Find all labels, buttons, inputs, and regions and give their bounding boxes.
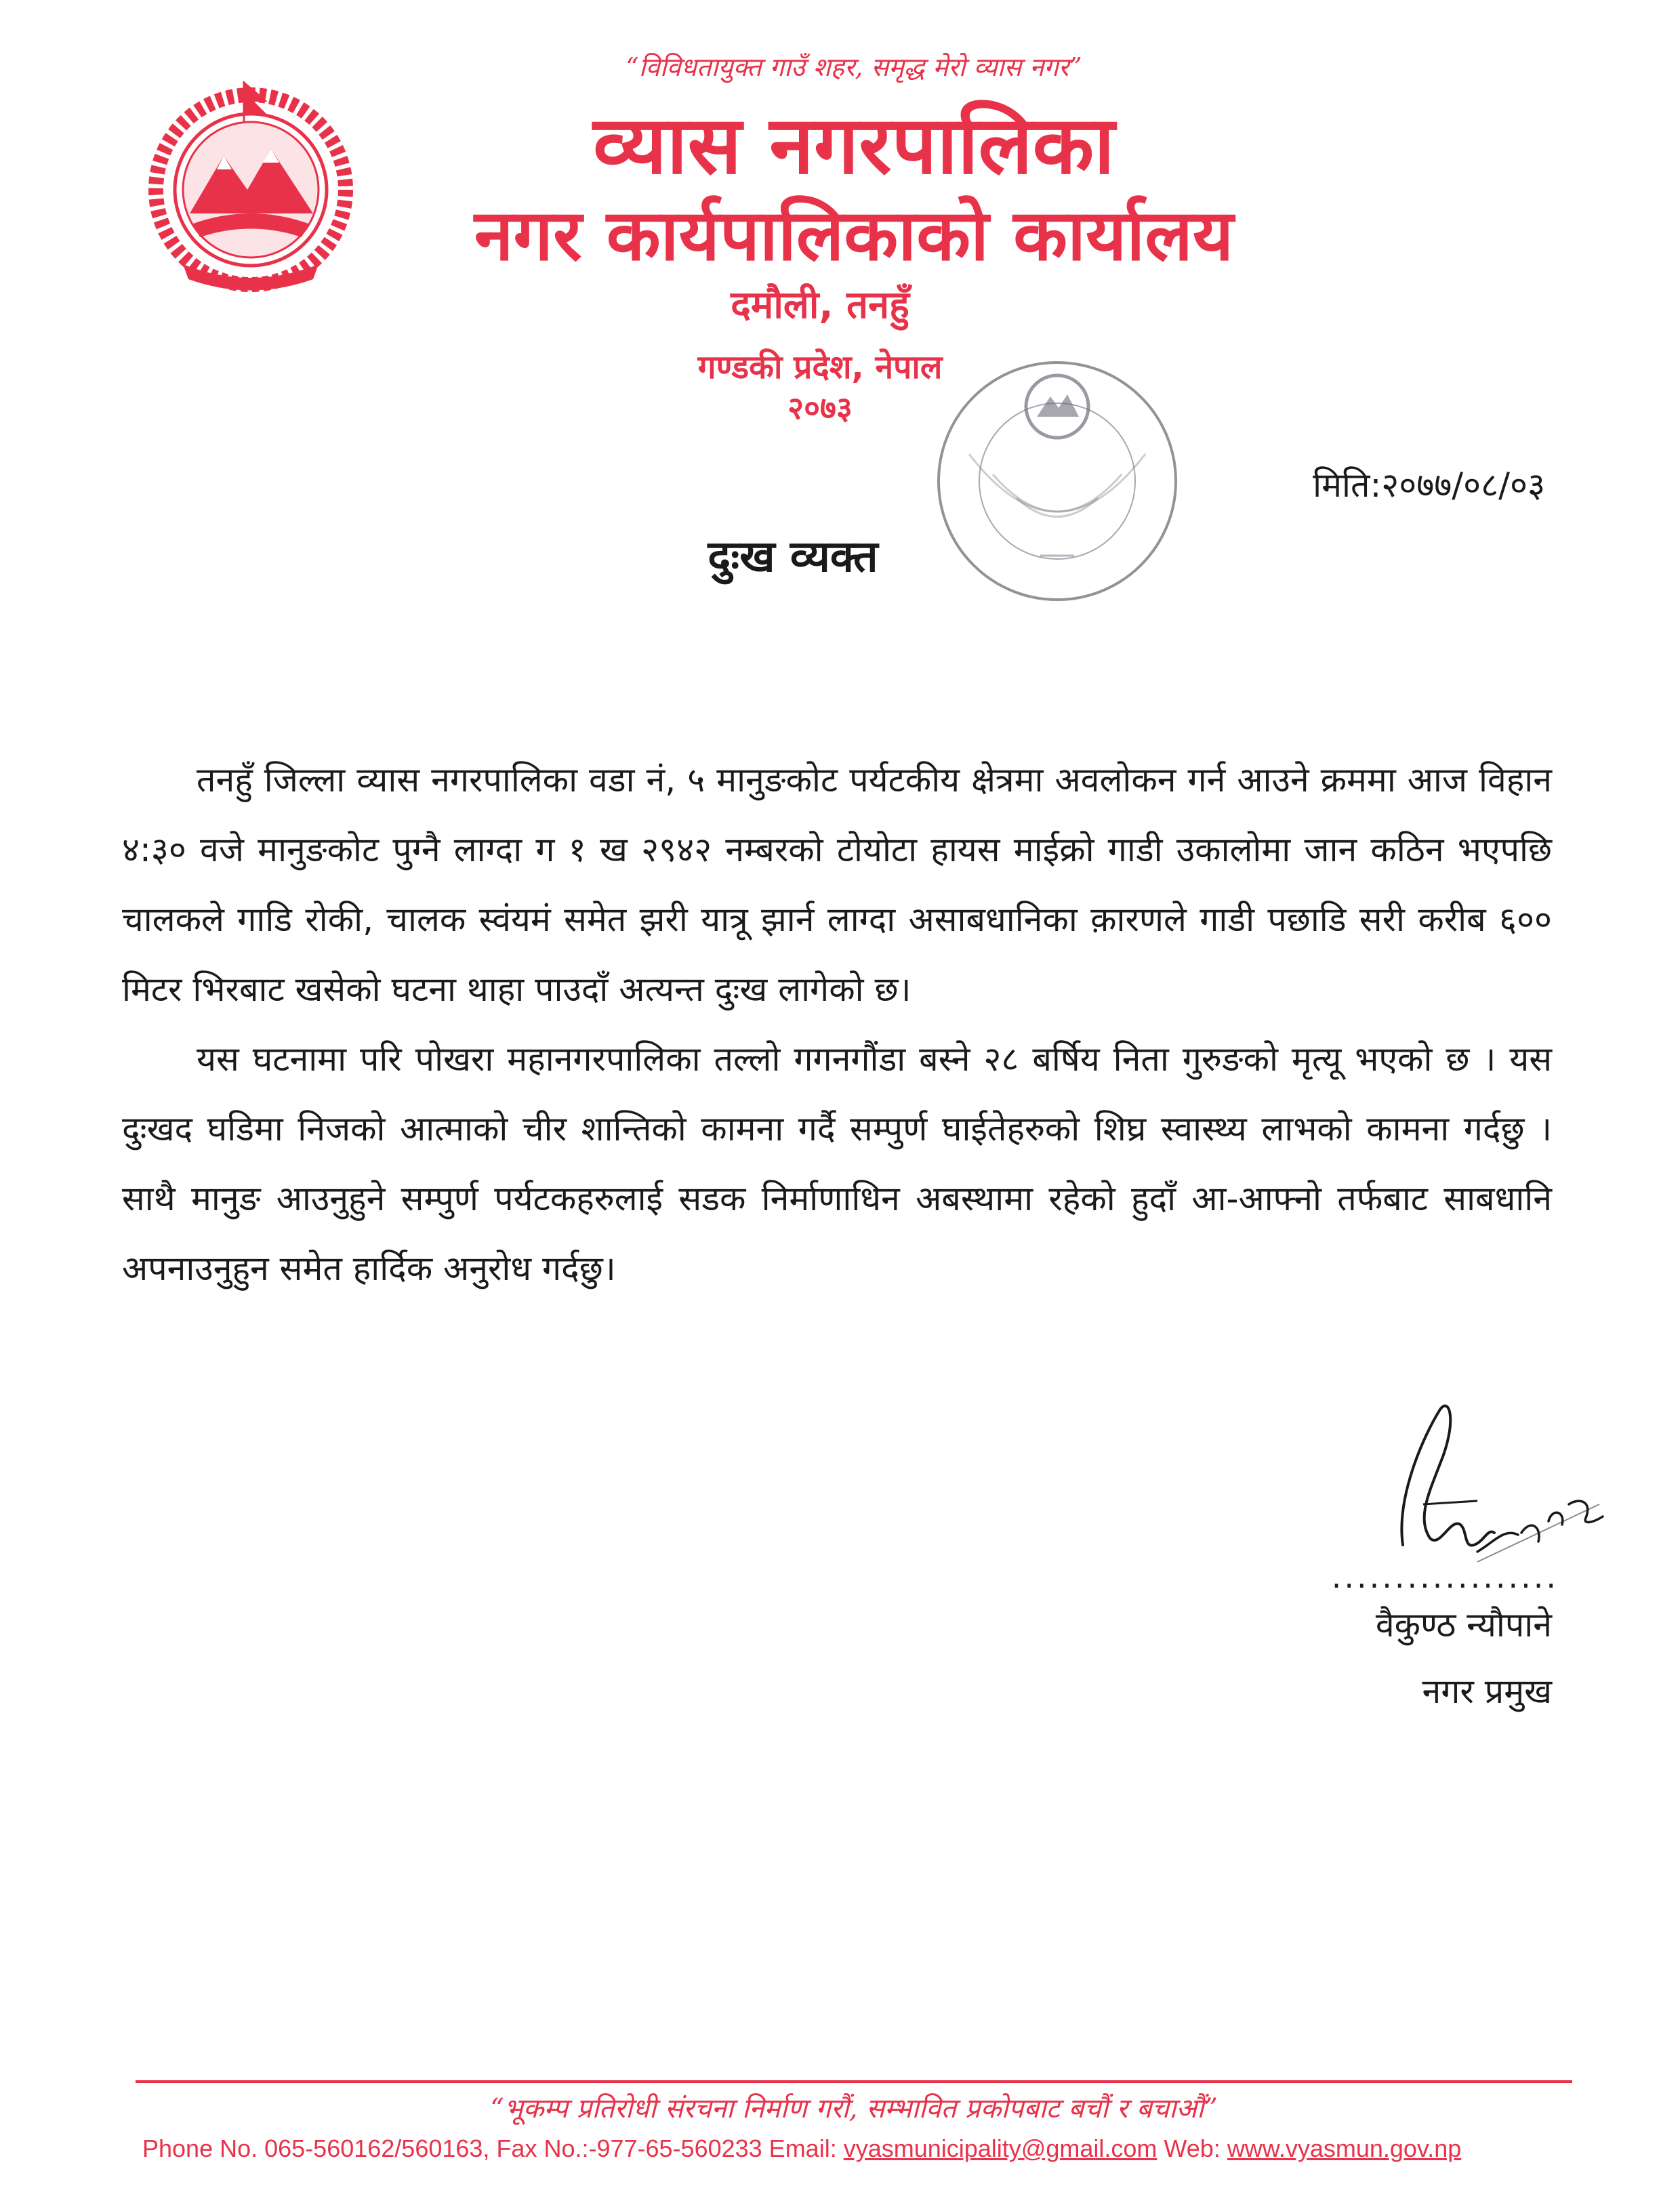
website-link[interactable]: www.vyasmun.gov.np	[1227, 2134, 1462, 2162]
footer-slogan: “भूकम्प प्रतिरोधी संरचना निर्माण गरौं, सम्भावित प्रकोपबाट बचौं र बचाऔं”	[490, 2093, 1218, 2124]
web-label: Web:	[1164, 2134, 1221, 2162]
handwritten-signature-icon	[1376, 1382, 1613, 1586]
nepal-government-emblem-icon	[136, 68, 366, 298]
tagline: “विविधतायुक्त गाउँ शहर, समृद्ध मेरो व्यास नगर”	[626, 52, 1082, 82]
footer-divider	[136, 2080, 1572, 2083]
email-link[interactable]: vyasmunicipality@gmail.com	[843, 2134, 1157, 2162]
letter-subject: दुःख व्यक्त	[708, 532, 878, 582]
body-paragraph-1: तनहुँ जिल्ला व्यास नगरपालिका वडा नं, ५ मानुङकोट पर्यटकीय क्षेत्रमा अवलोकन गर्न आउने क्रममा आज विहान ४:३० वजे मानुङकोट पुग्नै लाग्दा ग १ ख २९४२ नम्बरको टोयोटा हायस माईक्रो गाडी उकालोमा जान कठिन भएपछि चालकले गाडि रोकी, चालक स्वंयमं समेत झरी यात्रू झार्न लाग्दा असाबधानिका क़ारणले गाडी पछाडि सरी करीब ६०० मिटर भिरबाट खसेको घटना थाहा पाउदाँ अत्यन्त दुःख लागेको छ।	[122, 760, 1552, 1009]
province-line: गण्डकी प्रदेश, नेपाल	[697, 348, 943, 386]
established-year: २०७३	[787, 390, 853, 426]
signer-title: नगर प्रमुख	[1422, 1672, 1552, 1711]
signer-name: वैकुण्ठ न्यौपाने	[1375, 1605, 1552, 1645]
signature-line: ..................	[1331, 1559, 1559, 1595]
body-paragraph-2: यस घटनामा परि पोखरा महानगरपालिका तल्लो गगनगौंडा बस्ने २८ बर्षिय निता गुरुङको मृत्यू भएको छ । यस दुःखद घडिमा निजको आत्माको चीर शान्तिको कामना गर्दै सम्पुर्ण घाईतेहरुको शिघ्र स्वास्थ्य लाभको कामना गर्दछु । साथै मानुङ आउनुहुने सम्पुर्ण पर्यटकहरुलाई सडक निर्माणाधिन अबस्थामा रहेको हुदाँ आ-आफ्नो तर्फबाट साबधानि अपनाउनुहुन समेत हार्दिक अनुरोध गर्दछु।	[122, 1039, 1552, 1288]
footer-contact	[142, 2134, 1572, 2163]
office-subtitle: नगर कार्यपालिकाको कार्यालय	[474, 194, 1234, 276]
letter-body	[122, 745, 1552, 1304]
phone-fax-label: Phone No. 065-560162/560163, Fax No.:-977-65-560233 Email:	[142, 2134, 837, 2162]
address-line: दमौली, तनहुँ	[731, 283, 909, 327]
office-title: व्यास नगरपालिका	[593, 98, 1115, 192]
letter-date: मिति:२०७७/०८/०३	[1313, 466, 1545, 505]
